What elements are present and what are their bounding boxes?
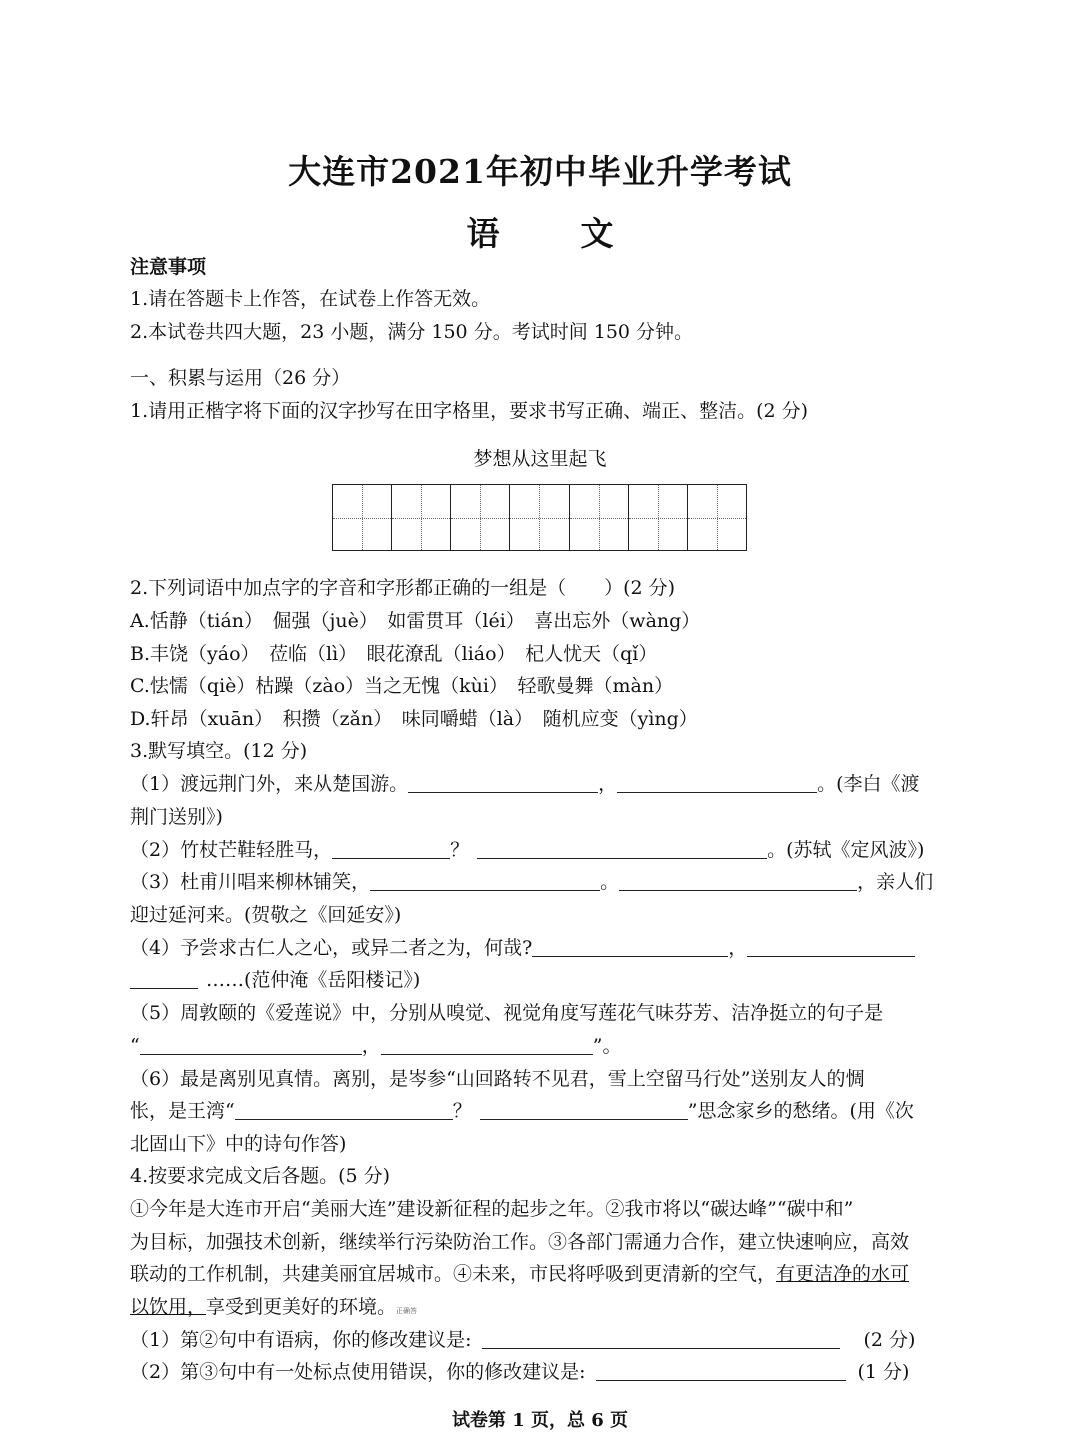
q4-2-text: （2）第③句中有一处标点使用错误，你的修改建议是:: [130, 1361, 586, 1383]
page-footer: 试卷第 1 页，总 6 页: [451, 1410, 629, 1431]
q3-item-1-cont: 荆门送别》): [130, 806, 223, 828]
answer-blank[interactable]: [140, 1034, 362, 1055]
underlined-text: 以饮用，: [130, 1296, 207, 1318]
option-d: D.轩昂（xuān） 积攒（zǎn） 味同嚼蜡（là） 随机应变（yìng）: [130, 708, 698, 730]
q4-1-score: (2 分): [863, 1329, 916, 1351]
grid-cell[interactable]: [688, 485, 746, 550]
open-quote: “: [130, 1035, 140, 1057]
q3-item-2: [130, 836, 924, 864]
option-c: C.怯懦（qiè）枯躁（zào）当之无愧（kùi） 轻歌曼舞（màn）: [130, 675, 674, 697]
answer-blank[interactable]: [381, 1034, 593, 1055]
q3-2-text: （2）竹杖芒鞋轻胜马，: [130, 839, 333, 861]
answer-blank[interactable]: [408, 772, 598, 793]
q3-1-source: 。(李白《渡: [817, 773, 920, 795]
passage-line-1: ①今年是大连市开启“美丽大连”建设新征程的起步之年。②我市将以“碳达峰”“碳中和”: [130, 1198, 854, 1220]
section-heading: 一、积累与运用（26 分）: [130, 367, 351, 389]
grid-cell[interactable]: [510, 485, 569, 550]
answer-blank[interactable]: [482, 1328, 840, 1349]
answer-blank[interactable]: [480, 1099, 688, 1120]
q3-item-5-cont: [130, 1032, 621, 1060]
q3-item-6-tail: 北固山下》中的诗句作答): [130, 1133, 347, 1155]
copy-phrase: 梦想从这里起飞: [473, 448, 607, 470]
q3-3-text: （3）杜甫川唱来柳林铺笑，: [130, 871, 371, 893]
question-4-stem: 4.按要求完成文后各题。(5 分): [130, 1165, 391, 1187]
grid-cell[interactable]: [392, 485, 451, 550]
q3-item-3-cont: 迎过延河来。(贺敬之《回延安》): [130, 904, 402, 926]
option-a: A.恬静（tián） 倔强（juè） 如雷贯耳（léi） 喜出忘外（wàng）: [130, 610, 701, 632]
option-b: B.丰饶（yáo） 莅临（lì） 眼花潦乱（liáo） 杞人忧天（qǐ）: [130, 643, 658, 665]
answer-blank[interactable]: [596, 1360, 846, 1381]
q3-6-text: 怅，是王湾“: [130, 1100, 235, 1122]
q3-3-tail: ，亲人们: [857, 871, 934, 893]
question-2-stem: 2.下列词语中加点字的字音和字形都正确的一组是（ ）(2 分): [130, 577, 676, 599]
passage-line-4: [130, 1293, 417, 1325]
q3-item-3: [130, 868, 933, 896]
q4-1-text: （1）第②句中有语病，你的修改建议是:: [130, 1329, 472, 1351]
q3-item-4-cont: [130, 966, 420, 994]
answer-blank[interactable]: [332, 838, 450, 859]
notice-item-2: 2.本试卷共四大题，23 小题，满分 150 分。考试时间 150 分钟。: [130, 321, 694, 343]
q4-2-score: (1 分): [857, 1361, 910, 1383]
q3-3-mark: 。: [600, 871, 620, 893]
q4-sub-2: [130, 1358, 909, 1386]
question-1: 1.请用正楷字将下面的汉字抄写在田字格里，要求书写正确、端正、整洁。(2 分): [130, 400, 809, 422]
notice-item-1: 1.请在答题卡上作答，在试卷上作答无效。: [130, 288, 491, 310]
grid-cell[interactable]: [629, 485, 688, 550]
answer-blank[interactable]: [617, 772, 817, 793]
grid-cell[interactable]: [333, 485, 392, 550]
tiny-mark: 正确答: [396, 1307, 418, 1315]
notice-heading: 注意事项: [130, 256, 207, 278]
q3-item-6: （6）最是离别见真情。离别，是岑参“山回路转不见君，雪上空留马行处”送别友人的惆: [130, 1068, 865, 1090]
question-3-stem: 3.默写填空。(12 分): [130, 740, 308, 762]
q3-item-6-cont: [130, 1097, 914, 1125]
q3-item-1: （1）渡远荆门外，来从楚国游。 ， 。(李白《渡: [130, 773, 920, 795]
q3-5-mark: ，: [361, 1035, 381, 1057]
answer-blank[interactable]: [370, 870, 600, 891]
q3-item-4: [130, 934, 915, 962]
answer-blank[interactable]: [619, 870, 857, 891]
exam-title: 大连市2021年初中毕业升学考试: [288, 152, 792, 191]
q3-2-mark: ？: [450, 839, 470, 861]
q3-6-mark: ？: [452, 1100, 472, 1122]
passage-text: 享受到更美好的环境。: [206, 1296, 397, 1318]
answer-blank[interactable]: [477, 838, 767, 859]
tianzige-grid[interactable]: [332, 484, 747, 551]
q3-2-source: 。(苏轼《定风波》): [767, 839, 925, 861]
answer-blank[interactable]: [130, 968, 198, 989]
grid-cell[interactable]: [570, 485, 629, 550]
passage-line-3: [130, 1260, 909, 1288]
passage-text: 联动的工作机制，共建美丽宜居城市。④未来，市民将呼吸到更清新的空气，: [130, 1263, 777, 1285]
grid-cell[interactable]: [451, 485, 510, 550]
answer-blank[interactable]: [235, 1099, 453, 1120]
answer-blank[interactable]: [747, 936, 915, 957]
q4-sub-1: [130, 1326, 915, 1354]
q3-4-text: （4）予尝求古仁人之心，或异二者之为，何哉?: [130, 937, 533, 959]
q3-item-5: （5）周敦颐的《爱莲说》中，分别从嗅觉、视觉角度写莲花气味芬芳、洁净挺立的句子是: [130, 1002, 884, 1024]
subject-title: 语 文: [466, 214, 638, 253]
close-quote: ”。: [592, 1035, 622, 1057]
q3-1-text: （1）渡远荆门外，来从楚国游。: [130, 773, 409, 795]
q3-4-source: ……(范仲淹《岳阳楼记》): [206, 969, 421, 991]
underlined-text: 有更洁净的水可: [776, 1263, 910, 1285]
q3-4-mark: ，: [728, 937, 748, 959]
q3-6-source: ”思念家乡的愁绪。(用《次: [687, 1100, 914, 1122]
answer-blank[interactable]: [532, 936, 728, 957]
passage-line-2: 为目标，加强技术创新，继续举行污染防治工作。③各部门需通力合作，建立快速响应，高效: [130, 1231, 910, 1253]
